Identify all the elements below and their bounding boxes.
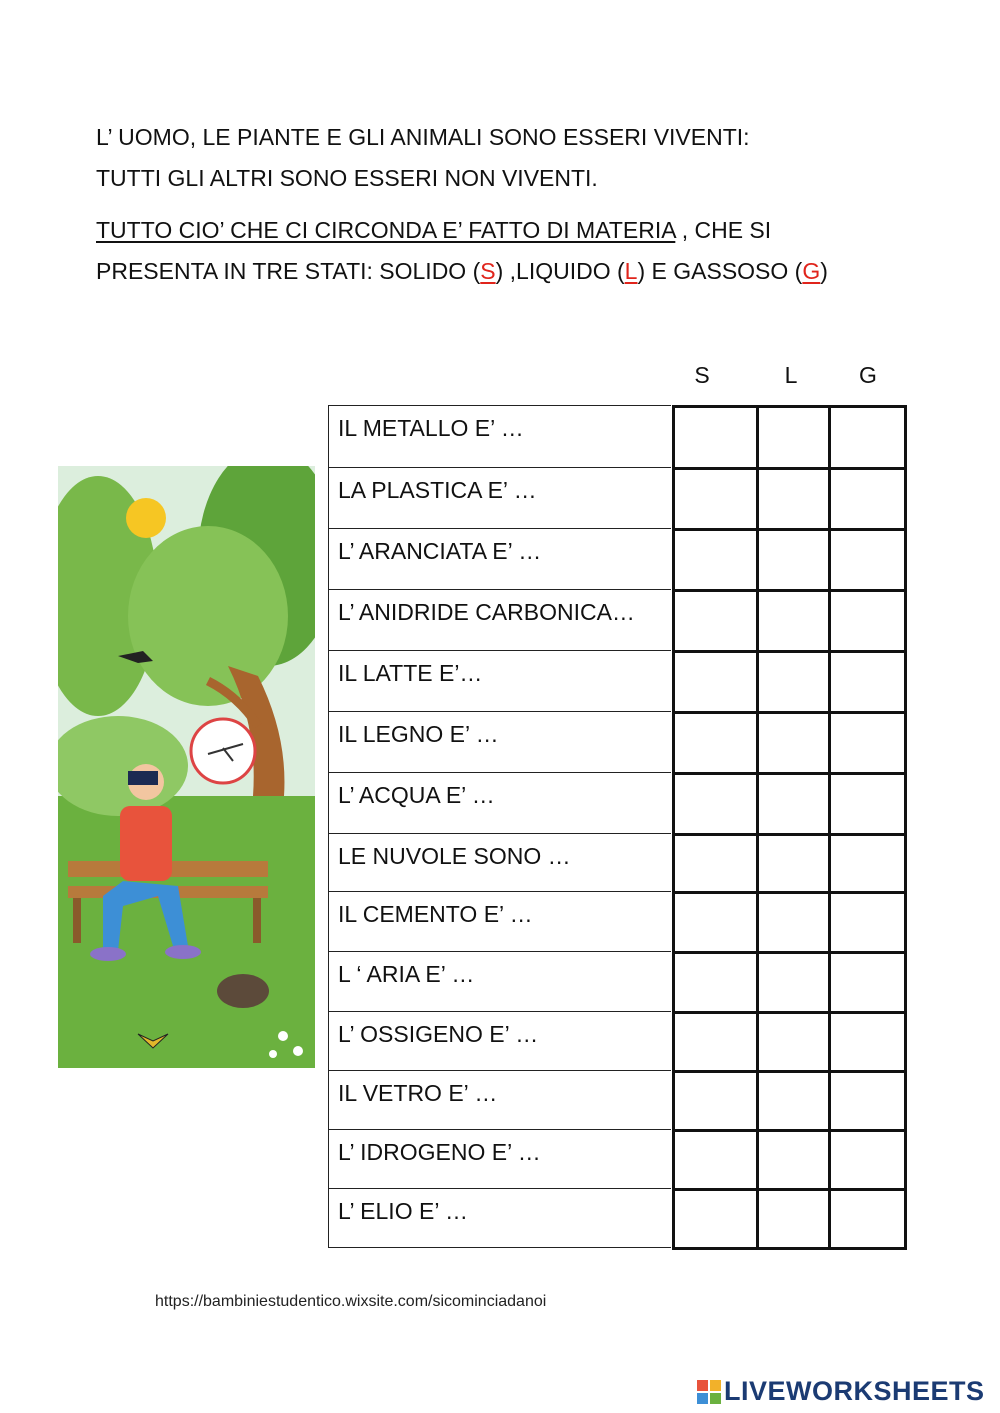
answer-box-l[interactable] [758, 893, 830, 953]
intro-line-3-rest: , CHE SI [675, 217, 772, 243]
item-label: IL METALLO E’ … [329, 406, 672, 468]
states-text: ) ,LIQUIDO ( [495, 258, 625, 284]
answer-box-l[interactable] [758, 407, 830, 469]
table-row [329, 952, 672, 1012]
answer-box-l[interactable] [758, 1131, 830, 1190]
states-text: ) E GASSOSO ( [637, 258, 803, 284]
hedgehog-icon [217, 974, 269, 1008]
liquid-letter: L [624, 258, 638, 284]
boy-shoe [90, 947, 126, 961]
boy-shirt [120, 806, 172, 881]
item-label: L’ IDROGENO E’ … [329, 1130, 672, 1189]
brand [697, 1376, 985, 1407]
answer-row [674, 591, 906, 652]
answer-box-s[interactable] [674, 1131, 758, 1190]
answer-box-l[interactable] [758, 713, 830, 774]
grass-field [58, 796, 315, 1068]
answer-box-l[interactable] [758, 652, 830, 713]
answer-box-s[interactable] [674, 1190, 758, 1249]
source-url: https://bambiniestudentico.wixsite.com/sicominciadanoi [155, 1293, 547, 1310]
table-row [329, 590, 672, 651]
answer-box-g[interactable] [830, 713, 906, 774]
answer-box-g[interactable] [830, 835, 906, 893]
item-label: LE NUVOLE SONO … [329, 834, 672, 892]
answer-box-s[interactable] [674, 530, 758, 591]
intro-line-1: L’ UOMO, LE PIANTE E GLI ANIMALI SONO ESSERI VIVENTI: [96, 124, 750, 150]
brand-name: LIVEWORKSHEETS [724, 1376, 985, 1406]
daisy-icon [269, 1050, 277, 1058]
answer-box-l[interactable] [758, 469, 830, 530]
table-row [329, 468, 672, 529]
answer-box-s[interactable] [674, 469, 758, 530]
answer-box-g[interactable] [830, 1072, 906, 1131]
item-label: L’ ARANCIATA E’ … [329, 529, 672, 590]
answer-box-s[interactable] [674, 591, 758, 652]
solid-letter: S [480, 258, 496, 284]
item-label: L’ ACQUA E’ … [329, 773, 672, 834]
answer-row [674, 713, 906, 774]
gas-letter: G [802, 258, 821, 284]
daisy-icon [293, 1046, 303, 1056]
table-row [329, 892, 672, 952]
answer-box-s[interactable] [674, 1072, 758, 1131]
items-table [328, 405, 671, 1248]
answer-box-g[interactable] [830, 953, 906, 1013]
answer-row [674, 469, 906, 530]
answer-box-g[interactable] [830, 591, 906, 652]
column-header-l: L [784, 362, 798, 388]
answer-box-s[interactable] [674, 713, 758, 774]
answer-box-s[interactable] [674, 1013, 758, 1072]
answer-row [674, 774, 906, 835]
bench-leg [253, 898, 261, 943]
table-row [329, 651, 672, 712]
answer-row [674, 530, 906, 591]
table-row [329, 406, 672, 468]
answer-row [674, 835, 906, 893]
answer-box-s[interactable] [674, 407, 758, 469]
answer-box-l[interactable] [758, 1072, 830, 1131]
answer-box-g[interactable] [830, 652, 906, 713]
table-row [329, 712, 672, 773]
answer-box-l[interactable] [758, 1190, 830, 1249]
table-row [329, 1012, 672, 1071]
item-label: L’ OSSIGENO E’ … [329, 1012, 672, 1071]
answer-box-s[interactable] [674, 953, 758, 1013]
intro-line-4 [96, 250, 828, 292]
item-label: IL LATTE E’… [329, 651, 672, 712]
table-row [329, 834, 672, 892]
answer-box-g[interactable] [830, 774, 906, 835]
mosquito-magnifier-icon [191, 719, 255, 783]
answer-box-s[interactable] [674, 835, 758, 893]
answer-box-l[interactable] [758, 591, 830, 652]
answer-box-s[interactable] [674, 652, 758, 713]
item-label: L’ ELIO E’ … [329, 1189, 672, 1248]
answer-row [674, 1190, 906, 1249]
answer-box-s[interactable] [674, 893, 758, 953]
answer-box-g[interactable] [830, 1131, 906, 1190]
answer-box-g[interactable] [830, 530, 906, 591]
column-header-s: S [694, 362, 710, 388]
answer-box-g[interactable] [830, 893, 906, 953]
item-label: IL VETRO E’ … [329, 1071, 672, 1130]
middle-canopy [128, 526, 288, 706]
answer-row [674, 893, 906, 953]
answer-box-l[interactable] [758, 530, 830, 591]
answer-box-g[interactable] [830, 1013, 906, 1072]
answer-grid [672, 405, 907, 1250]
daisy-icon [278, 1031, 288, 1041]
bench-leg [73, 898, 81, 943]
camera-icon [128, 771, 158, 785]
table-row [329, 1071, 672, 1130]
answer-row [674, 1013, 906, 1072]
table-row [329, 773, 672, 834]
item-label: L ‘ ARIA E’ … [329, 952, 672, 1012]
item-label: IL LEGNO E’ … [329, 712, 672, 773]
answer-row [674, 407, 906, 469]
answer-row [674, 1131, 906, 1190]
column-header-g: G [859, 362, 877, 388]
states-text: PRESENTA IN TRE STATI: SOLIDO ( [96, 258, 481, 284]
boy-shoe [165, 945, 201, 959]
states-text: ) [820, 258, 828, 284]
answer-row [674, 652, 906, 713]
table-row [329, 1130, 672, 1189]
answer-box-g[interactable] [830, 1190, 906, 1249]
item-label: LA PLASTICA E’ … [329, 468, 672, 529]
table-row [329, 1189, 672, 1248]
sun-icon [126, 498, 166, 538]
answer-box-l[interactable] [758, 953, 830, 1013]
table-row [329, 529, 672, 590]
liveworksheets-logo-icon [697, 1380, 721, 1404]
answer-row [674, 1072, 906, 1131]
item-label: IL CEMENTO E’ … [329, 892, 672, 952]
answer-box-g[interactable] [830, 469, 906, 530]
answer-row [674, 953, 906, 1013]
item-label: L’ ANIDRIDE CARBONICA… [329, 590, 672, 651]
matter-definition: TUTTO CIO’ CHE CI CIRCONDA E’ FATTO DI MATERIA [96, 217, 676, 243]
intro-line-3 [96, 209, 771, 251]
answer-box-s[interactable] [674, 774, 758, 835]
answer-box-g[interactable] [830, 407, 906, 469]
intro-line-2: TUTTI GLI ALTRI SONO ESSERI NON VIVENTI. [96, 165, 598, 191]
answer-box-l[interactable] [758, 835, 830, 893]
answer-box-l[interactable] [758, 774, 830, 835]
park-illustration [58, 466, 315, 1068]
answer-box-l[interactable] [758, 1013, 830, 1072]
